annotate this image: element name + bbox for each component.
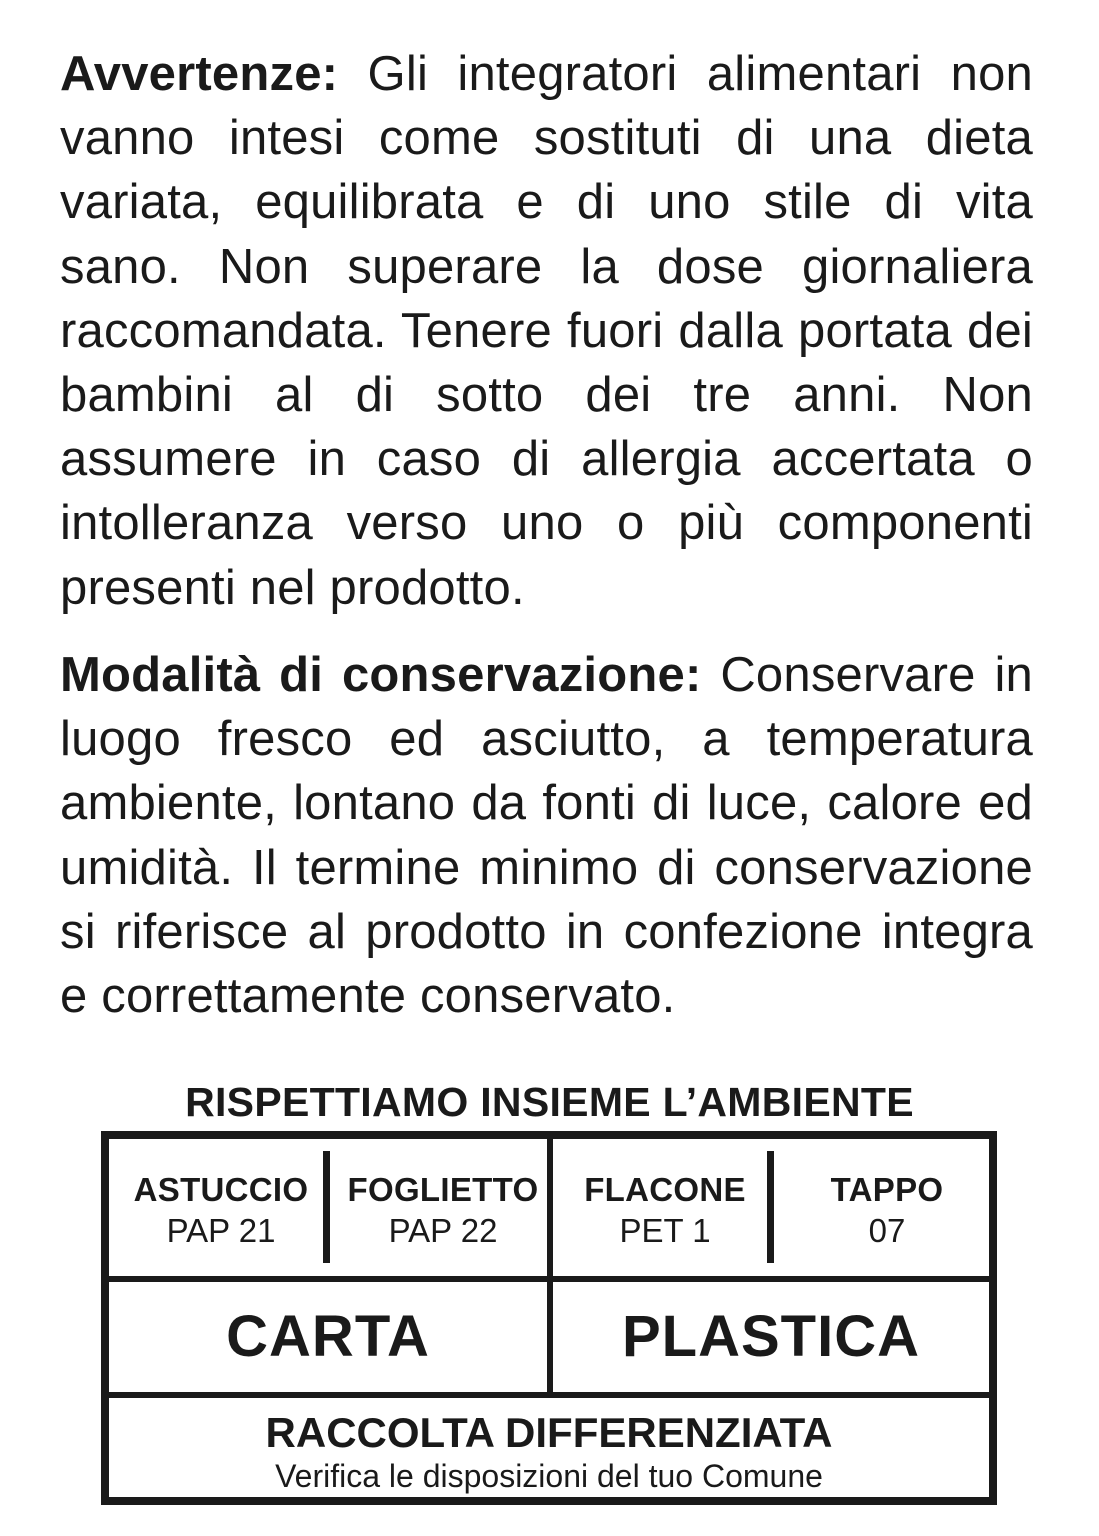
component-foglietto bbox=[333, 1139, 553, 1276]
component-astuccio bbox=[111, 1139, 331, 1276]
materials-row bbox=[109, 1282, 989, 1398]
component-code: PET 1 bbox=[619, 1212, 711, 1249]
component-label: FLACONE bbox=[584, 1171, 746, 1208]
storage-body: Conservare in luogo fresco ed asciutto, a temperatura ambiente, lontano da fonti di luce, calore ed umidità. Il termine minimo di conservazione si riferisce al prodotto in confezione integra e correttamente conservato. bbox=[60, 648, 1033, 1024]
component-code: PAP 21 bbox=[166, 1212, 276, 1249]
component-label: ASTUCCIO bbox=[133, 1171, 309, 1208]
separate-collection-row bbox=[109, 1398, 989, 1497]
component-tappo bbox=[777, 1139, 997, 1276]
component-label: FOGLIETTO bbox=[347, 1171, 539, 1208]
storage-paragraph bbox=[60, 643, 1033, 1028]
separate-collection-note: Verifica le disposizioni del tuo Comune bbox=[275, 1458, 823, 1494]
component-flacone bbox=[555, 1139, 775, 1276]
warnings-paragraph bbox=[60, 42, 1033, 620]
divider bbox=[767, 1151, 774, 1263]
component-label: TAPPO bbox=[830, 1171, 944, 1208]
component-code: PAP 22 bbox=[388, 1212, 498, 1249]
divider bbox=[323, 1151, 330, 1263]
separate-collection-title: RACCOLTA DIFFERENZIATA bbox=[265, 1409, 833, 1456]
warnings-heading: Avvertenze: bbox=[60, 47, 339, 101]
warnings-body: Gli integratori alimentari non vanno intesi come sostituti di una dieta variata, equilibrata e di uno stile di vita sano. Non superare la dose giornaliera raccomandata. Tenere fuori dalla portata dei bambini al di sotto dei tre anni. Non assumere in caso di allergia accertata o intolleranza verso uno o più componenti presenti nel prodotto. bbox=[60, 47, 1033, 615]
component-code: 07 bbox=[868, 1212, 906, 1249]
recycling-table bbox=[101, 1131, 997, 1505]
material-plastica: PLASTICA bbox=[622, 1304, 920, 1369]
storage-heading: Modalità di conservazione: bbox=[60, 648, 702, 702]
material-carta: CARTA bbox=[226, 1304, 430, 1369]
recycling-title: RISPETTIAMO INSIEME L’AMBIENTE bbox=[185, 1079, 914, 1125]
